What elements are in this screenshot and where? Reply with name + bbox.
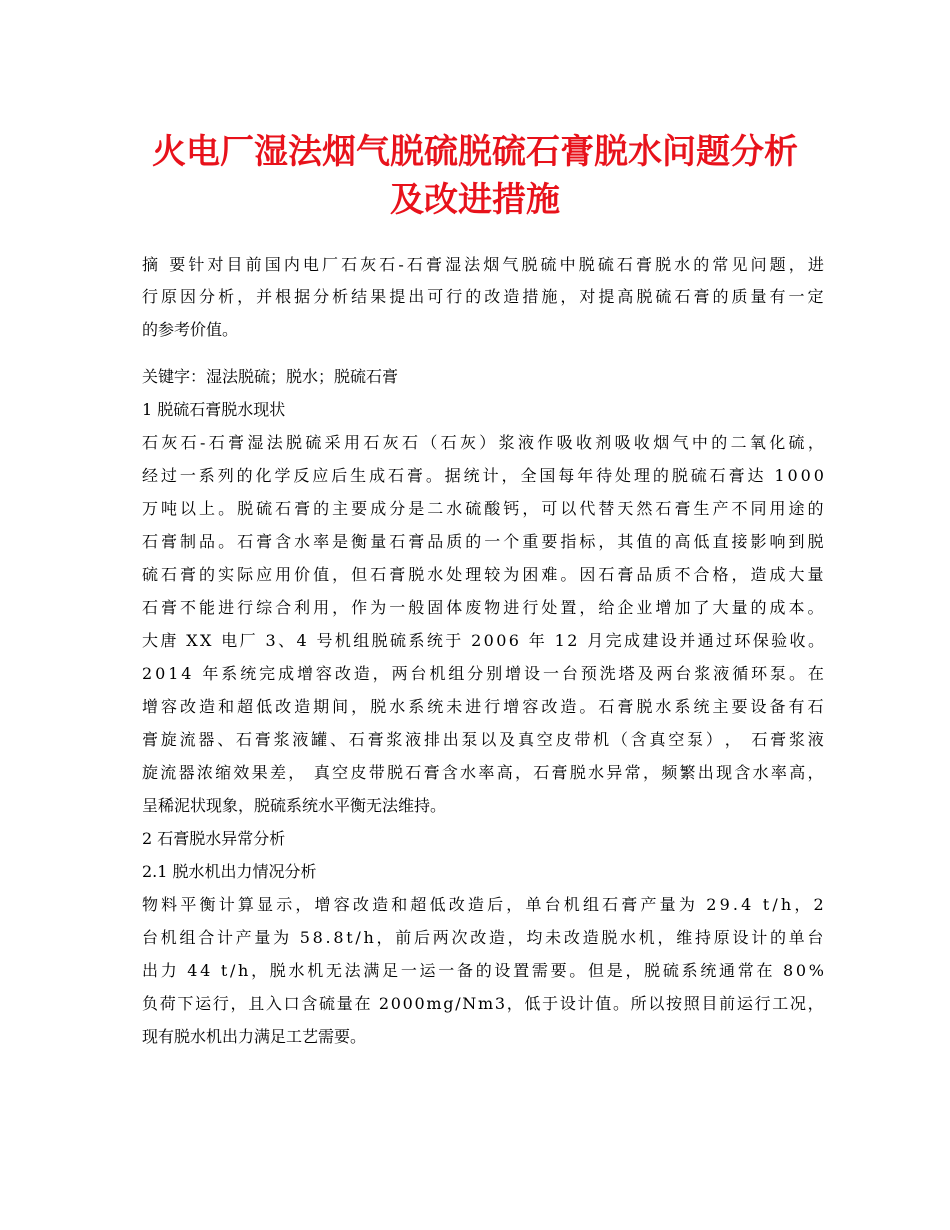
paragraph-line: 膏 旋 流 器 、 石 膏 浆 液 罐 、 石 膏 浆 液 排 出 泵 以 及 真 空 皮 带 机 （ 含 真 空 泵 ） ， 石 膏 浆 液: [142, 730, 824, 749]
paragraph-line: 呈稀泥状现象，脱硫系统水平衡无法维持。: [142, 796, 447, 815]
paragraph-line: 经 过 一 系 列 的 化 学 反 应 后 生 成 石 膏 。 据 统 计 ， 全 国 每 年 待 处 理 的 脱 硫 石 膏 达 1 0 0 0: [142, 466, 824, 485]
paragraph-line: 硫 石 膏 的 实 际 应 用 价 值 ， 但 石 膏 脱 水 处 理 较 为 困 难 。 因 石 膏 品 质 不 合 格 ， 造 成 大 量: [142, 565, 824, 584]
abstract-line: 摘 要 针 对 目 前 国 内 电 厂 石 灰 石 - 石 膏 湿 法 烟 气 脱 硫 中 脱 硫 石 膏 脱 水 的 常 见 问 题 ， 进: [142, 255, 824, 274]
paragraph-line: 现有脱水机出力满足工艺需要。: [142, 1027, 367, 1046]
abstract-line: 行 原 因 分 析 ， 并 根 据 分 析 结 果 提 出 可 行 的 改 造 措 施 ， 对 提 高 脱 硫 石 膏 的 质 量 有 一 定: [142, 287, 824, 306]
paragraph-line: 台 机 组 合 计 产 量 为 5 8 . 8 t / h ， 前 后 两 次 改 造 ， 均 未 改 造 脱 水 机 ， 维 持 原 设 计 的 单 台: [142, 928, 824, 947]
paragraph-line: 旋 流 器 浓 缩 效 果 差 ， 真 空 皮 带 脱 石 膏 含 水 率 高 ， 石 膏 脱 水 异 常 ， 频 繁 出 现 含 水 率 高 ，: [142, 763, 824, 782]
paragraph-line: 出 力 4 4 t / h ， 脱 水 机 无 法 满 足 一 运 一 备 的 设 置 需 要 。 但 是 ， 脱 硫 系 统 通 常 在 8 0 %: [142, 961, 824, 980]
paragraph-line: 负 荷 下 运 行 ， 且 入 口 含 硫 量 在 2 0 0 0 m g / N m 3 ， 低 于 设 计 值 。 所 以 按 照 目 前 运 行 工 况 ，: [142, 994, 824, 1013]
paragraph-line: 石 膏 不 能 进 行 综 合 利 用 ， 作 为 一 般 固 体 废 物 进 行 处 置 ， 给 企 业 增 加 了 大 量 的 成 本 。: [142, 598, 824, 617]
paragraph-line: 石 膏 制 品 。 石 膏 含 水 率 是 衡 量 石 膏 品 质 的 一 个 重 要 指 标 ， 其 值 的 高 低 直 接 影 响 到 脱: [142, 532, 824, 551]
paragraph-line: 大 唐 X X 电 厂 3 、 4 号 机 组 脱 硫 系 统 于 2 0 0 6 年 1 2 月 完 成 建 设 并 通 过 环 保 验 收 。: [142, 631, 824, 650]
title-line-2: 及改进措施: [390, 180, 560, 220]
section-heading: 2 石膏脱水异常分析: [142, 829, 286, 848]
subsection-heading: 2.1 脱水机出力情况分析: [142, 862, 317, 881]
paragraph-line: 物 料 平 衡 计 算 显 示 ， 增 容 改 造 和 超 低 改 造 后 ， 单 台 机 组 石 膏 产 量 为 2 9 . 4 t / h ， 2: [142, 895, 824, 914]
abstract-line: 的参考价值。: [142, 320, 239, 339]
keywords: 关键字：湿法脱硫；脱水；脱硫石膏: [142, 367, 399, 386]
paragraph-line: 万 吨 以 上 。 脱 硫 石 膏 的 主 要 成 分 是 二 水 硫 酸 钙 ， 可 以 代 替 天 然 石 膏 生 产 不 同 用 途 的: [142, 499, 824, 518]
section-heading: 1 脱硫石膏脱水现状: [142, 400, 286, 419]
paragraph-line: 石 灰 石 - 石 膏 湿 法 脱 硫 采 用 石 灰 石 （ 石 灰 ） 浆 液 作 吸 收 剂 吸 收 烟 气 中 的 二 氧 化 硫 ，: [142, 433, 824, 452]
title-line-1: 火电厂湿法烟气脱硫脱硫石膏脱水问题分析: [152, 132, 798, 172]
document-title: [60, 128, 890, 224]
paragraph-line: 增 容 改 造 和 超 低 改 造 期 间 ， 脱 水 系 统 未 进 行 增 容 改 造 。 石 膏 脱 水 系 统 主 要 设 备 有 石: [142, 697, 824, 716]
paragraph-line: 2 0 1 4 年 系 统 完 成 增 容 改 造 ， 两 台 机 组 分 别 增 设 一 台 预 洗 塔 及 两 台 浆 液 循 环 泵 。 在: [142, 664, 824, 683]
